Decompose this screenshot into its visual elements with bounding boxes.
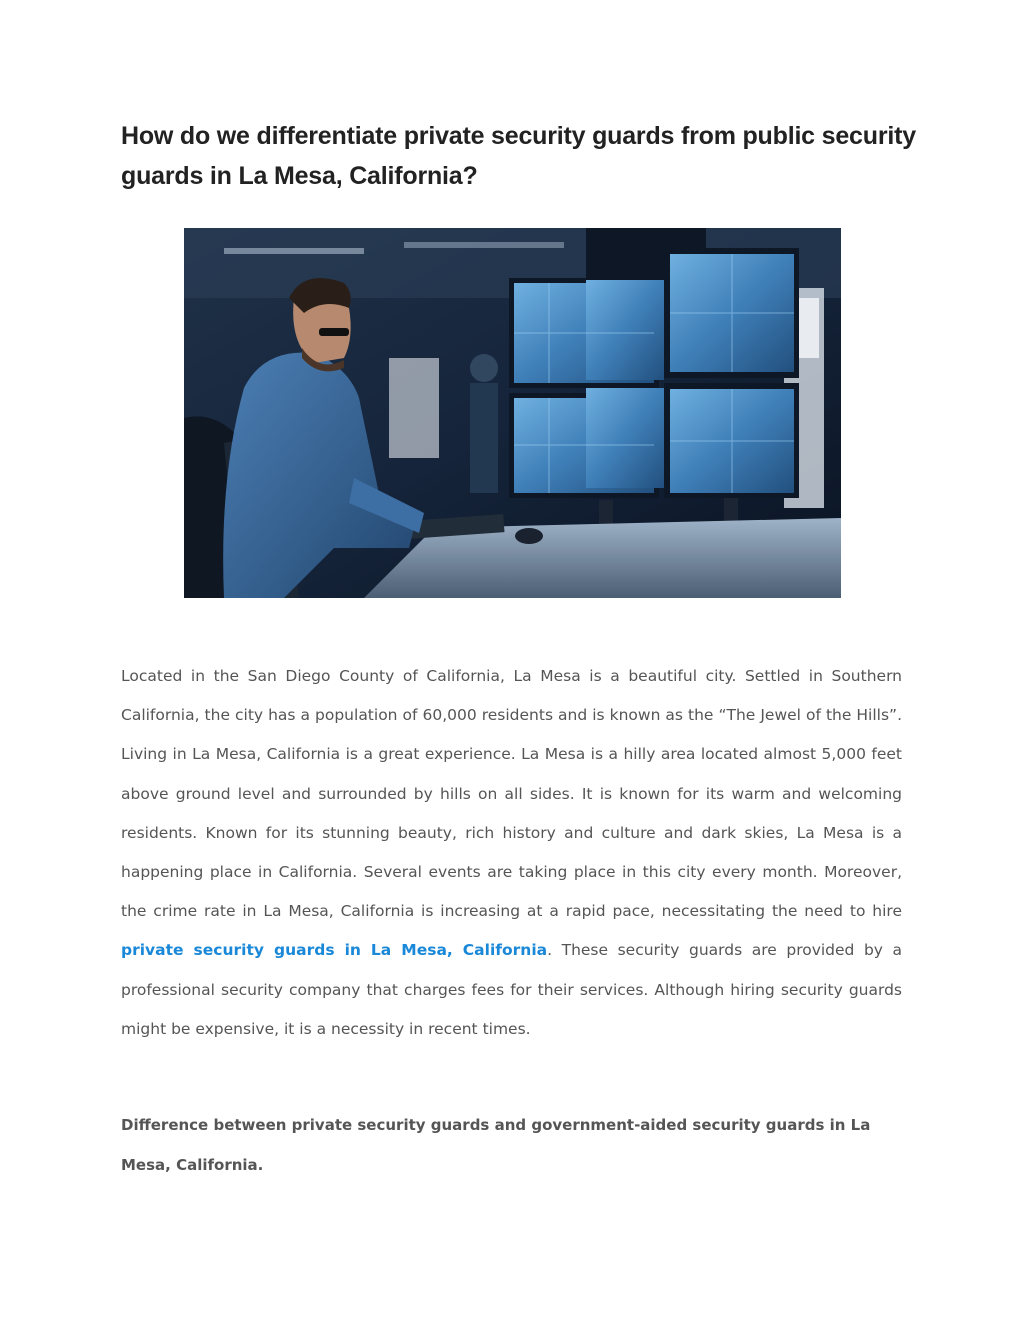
paragraph-text-after-link: . These security guards are provided by a professional security company that charges fees for their services. Although hiring security guards might be expensive, it is a necessity in recent times.	[121, 941, 902, 1038]
private-security-guards-link[interactable]: private security guards in La Mesa, California	[121, 941, 548, 960]
page-title: How do we differentiate private security guards from public security guards in La Mesa, California?	[121, 122, 916, 190]
security-control-room-photo	[184, 228, 841, 598]
intro-paragraph	[121, 657, 902, 1049]
paragraph-text-before-link: Located in the San Diego County of California, La Mesa is a beautiful city. Settled in Southern California, the city has a population of 60,000 residents and is known as the “The Jewel of the Hills”. Living in La Mesa, California is a great experience. La Mesa is a hilly area located almost 5,000 feet above ground level and surrounded by hills on all sides. It is known for its warm and welcoming residents. Known for its stunning beauty, rich history and culture and dark skies, La Mesa is a happening place in California. Several events are taking place in this city every month. Moreover, the crime rate in La Mesa, California is increasing at a rapid pace, necessitating the need to hire	[121, 667, 902, 921]
section-subheading: Difference between private security guards and government-aided security guards in La Mesa, California.	[121, 1116, 871, 1174]
